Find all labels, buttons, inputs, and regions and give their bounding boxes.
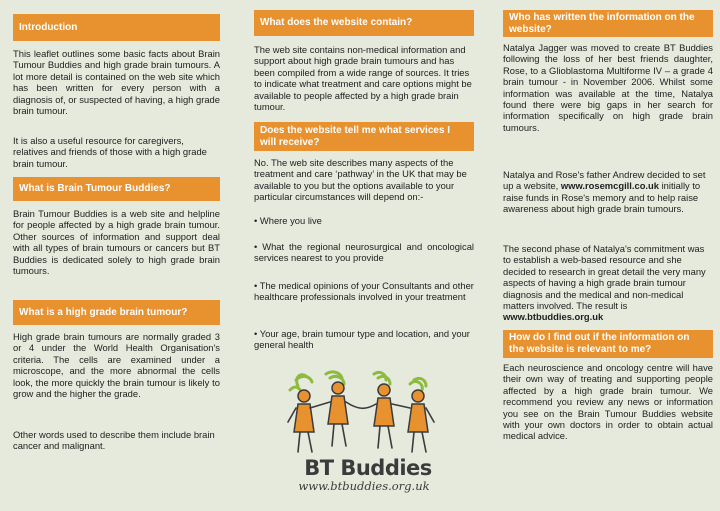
rosemcgill-link[interactable]: www.rosemcgill.co.uk xyxy=(560,180,659,192)
logo-url: www.btbuddies.org.uk xyxy=(298,479,430,493)
heading-services: Does the website tell me what services I will receive? xyxy=(254,122,474,151)
heading-what-is-btb: What is Brain Tumour Buddies? xyxy=(13,177,220,201)
heading-who-wrote: Who has written the information on the website? xyxy=(503,10,713,37)
who-paragraph-3-text: The second phase of Natalya's commitment was to establish a web-based resource and she decided to research in great detail the very many aspects of having a high grade brain tumour diagnosis and the medical and non-medical matters involved. The result is xyxy=(503,243,706,312)
bullet-age-type-location: • Your age, brain tumour type and location, and your general health xyxy=(254,328,470,351)
high-grade-paragraph-2: Other words used to describe them include brain cancer and malignant. xyxy=(13,429,215,452)
heading-website-contain: What does the website contain? xyxy=(254,10,474,36)
who-paragraph-2-start: Natalya and Rose's father Andrew decided to set up a website, xyxy=(503,169,706,192)
high-grade-paragraph-1: High grade brain tumours are normally graded 3 or 4 under the World Health Organisation's criteria. The cells are examined under a microscope, and the more abnormal the cells look, the more quickly the brain tumour is likely to grow and the higher the grade. xyxy=(13,331,220,400)
bullet-regional-services: • What the regional neurosurgical and oncological services nearest to you provide xyxy=(254,241,474,264)
column-left xyxy=(13,0,220,511)
logo-name: BT Buddies xyxy=(304,456,432,480)
contain-paragraph: The web site contains non-medical information and support about high grade brain tumours and has been compiled from a wide range of sources. It tries to indicate what treatment and care options might be available to people affected by a high grade brain tumour. xyxy=(254,44,472,113)
btbuddies-link[interactable]: www.btbuddies.org.uk xyxy=(503,311,604,323)
who-paragraph-2-end: initially to raise funds in Rose's memory and to help raise awareness about high grade brain tumours. xyxy=(503,180,701,215)
btb-paragraph: Brain Tumour Buddies is a web site and helpline for people affected by a high grade brain tumour. Other sources of information and support deal with all types of brain tumours or cancers but BT Buddies is dedicated solely to high grade brain tumours. xyxy=(13,208,220,277)
who-paragraph-1: Natalya Jagger was moved to create BT Buddies following the loss of her best friends daughter, Rose, to a Glioblastoma Multiforme IV – a grade 4 brain tumour - in November 2006. Whilst some information was available at the time, Natalya found there were big gaps in her search for information specifically on high grade brain tumours. xyxy=(503,42,713,133)
services-paragraph: No. The web site describes many aspects of the treatment and care ‘pathway’ in the UK that may be available to you but the options available to your particular circumstances will depend on:- xyxy=(254,157,467,203)
heading-relevance: How do I find out if the information on the website is relevant to me? xyxy=(503,330,713,358)
who-paragraph-3 xyxy=(503,243,713,323)
intro-paragraph-1: This leaflet outlines some basic facts about Brain Tumour Buddies and high grade brain tumours. A lot more detail is contained on the web site which has been written for every person with a diagnosis of, or suspected of having, a high grade brain tumour. xyxy=(13,48,220,117)
bt-buddies-logo xyxy=(286,366,436,502)
figures-holding-hands-icon xyxy=(286,366,436,462)
heading-introduction: Introduction xyxy=(13,14,220,41)
bullet-where-you-live: • Where you live xyxy=(254,215,322,226)
column-right xyxy=(503,0,713,511)
who-paragraph-2 xyxy=(503,169,713,215)
relevance-paragraph: Each neuroscience and oncology centre will have their own way of treating and supporting people affected by a high grade brain tumour. We recommend you review any news or information you see on the Brain Tumour Buddies website with your own doctors in order to obtain actual medical advice. xyxy=(503,362,713,442)
heading-high-grade: What is a high grade brain tumour? xyxy=(13,300,220,325)
bullet-medical-opinions: • The medical opinions of your Consultants and other healthcare professionals involved in your treatment xyxy=(254,280,474,303)
intro-paragraph-2: It is also a useful resource for caregivers, relatives and friends of those with a high grade brain tumour. xyxy=(13,135,207,169)
